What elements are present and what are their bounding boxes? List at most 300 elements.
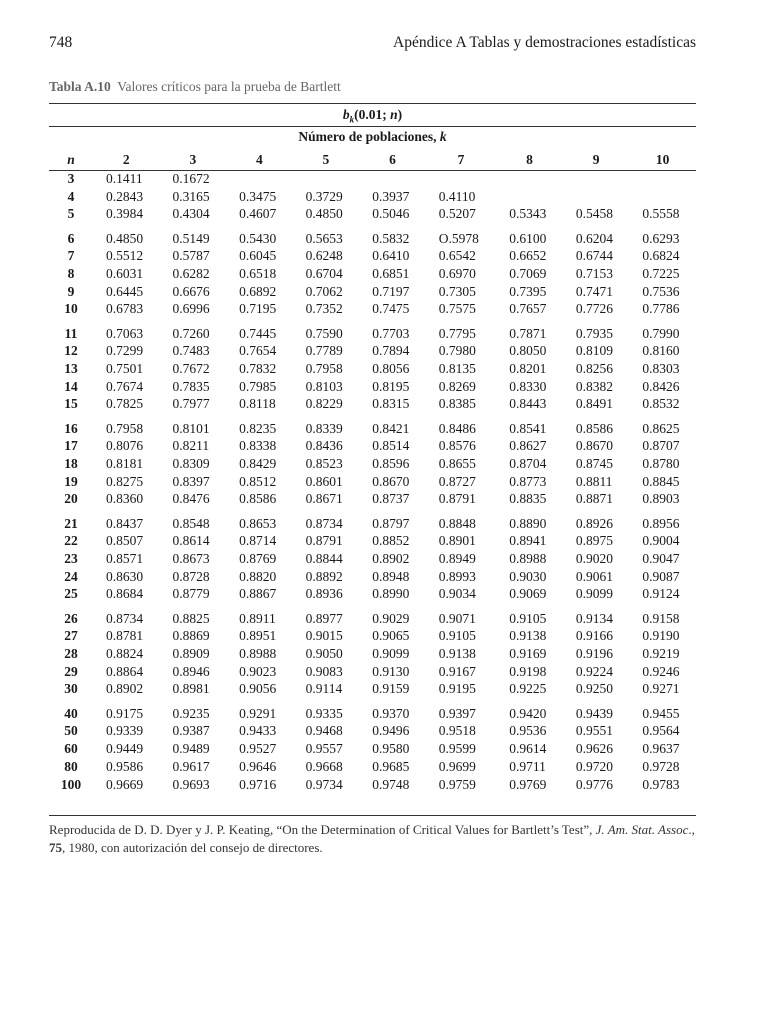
table-row [49,205,696,223]
table-cell: 0.7825 [106,396,144,412]
table-row [49,265,696,283]
table-cell: 0.7483 [172,343,210,359]
table-cell: 0.9335 [305,705,343,721]
table-cell: 0.8902 [106,681,144,697]
table-cell: 0.8532 [642,396,680,412]
table-cell: 0.7958 [305,361,343,377]
table-cell: 0.7352 [305,301,343,317]
table-cell: 0.8118 [239,396,276,412]
column-header-k: 8 [526,152,533,168]
table-row [49,188,696,206]
table-cell: 0.8056 [372,361,410,377]
table-cell: 0.5343 [509,206,547,222]
table-cell: 0.4850 [305,206,343,222]
table-row [49,437,696,455]
table-cell: 0.8339 [305,420,343,436]
table-cell: 0.6851 [372,266,410,282]
table-cell: 0.3475 [239,188,277,204]
table-cell: 0.9130 [372,663,410,679]
table-cell: 0.8385 [438,396,476,412]
row-label-n: 21 [64,515,78,531]
table-cell: 0.8670 [372,473,410,489]
table-cell: 0.8714 [239,533,277,549]
table-cell: 0.3937 [372,188,410,204]
table-cell: 0.7726 [575,301,613,317]
table-row [49,568,696,586]
stat-symbol: b [342,107,350,122]
row-label-n: 18 [64,456,78,472]
table-cell: 0.8211 [172,438,210,454]
table-cell: 0.8835 [509,491,547,507]
row-label-n: 25 [64,586,78,602]
column-header-n: n [67,152,75,168]
table-cell: 0.9536 [509,723,547,739]
row-label-n: 15 [64,396,78,412]
table-cell: 0.8779 [172,586,210,602]
table-cell: 0.8269 [438,378,476,394]
table-cell: 0.6996 [172,301,210,317]
table-cell: 0.9105 [509,610,547,626]
table-cell: 0.9061 [575,568,613,584]
table-cell: 0.8486 [438,420,476,436]
table-caption-label: Tabla A.10 [49,79,111,94]
column-header-k: 10 [655,152,670,168]
table-cell: 0.8781 [106,628,144,644]
table-cell: 0.7225 [642,266,680,282]
table-cell: 0.7299 [106,343,144,359]
table-cell: 0.8867 [239,586,277,602]
column-header-k: 9 [592,152,600,168]
table-cell: 0.8201 [509,361,547,377]
row-label-n: 6 [67,230,75,246]
table-cell [496,188,563,206]
row-label-n: 5 [67,206,75,222]
table-cell: 0.8181 [106,456,144,472]
row-label-n: 80 [64,758,78,774]
table-row [49,705,696,723]
table-row [49,722,696,740]
table-cell: 0.6293 [642,230,680,246]
page-number: 748 [49,34,73,51]
group-heading [49,129,696,145]
table-caption-text: Valores críticos para la prueba de Bartlett [117,79,341,94]
row-label-n: 40 [64,705,78,721]
row-label-n: 27 [64,628,78,644]
table-row [49,758,696,776]
table-cell: 0.8571 [106,551,144,567]
row-label-n: 11 [64,325,78,341]
table-cell: 0.8901 [438,533,476,549]
table-cell: 0.9646 [239,758,277,774]
table-cell: 0.8076 [106,438,144,454]
table-cell: 0.6282 [172,266,210,282]
table-cell: 0.6542 [438,248,476,264]
table-cell: 0.8576 [438,438,476,454]
table-cell: 0.9020 [575,551,613,567]
table-cell: 0.8990 [372,586,410,602]
row-label-n: 19 [64,473,78,489]
table-cell: 0.7536 [642,283,680,299]
table-cell: 0.9527 [239,741,277,757]
table-cell: 0.8655 [438,456,476,472]
table-cell: 0.8625 [642,420,680,436]
table-cell: 0.6824 [642,248,680,264]
table-cell: 0.8256 [575,361,613,377]
table-cell: 0.8507 [106,533,144,549]
table-cell: 0.9198 [509,663,547,679]
table-cell: 0.8443 [509,396,547,412]
table-row [49,395,696,413]
table-cell: 0.9716 [239,776,277,792]
table-cell: 0.9489 [172,741,210,757]
table-cell: 0.9637 [642,741,680,757]
table-cell [226,170,293,188]
table-cell: 0.8670 [575,438,613,454]
table-cell: 0.9668 [305,758,343,774]
table-cell: 0.3165 [172,188,210,204]
table-cell: 0.7471 [575,283,613,299]
table-cell: 0.9114 [305,681,343,697]
table-cell: 0.9711 [509,758,546,774]
table-cell: 0.8791 [305,533,343,549]
table-cell: 0.9099 [372,646,410,662]
table-cell: 0.7990 [642,325,680,341]
table-cell: 0.8848 [438,515,476,531]
table-cell: 0.9617 [172,758,210,774]
table-cell: 0.8811 [575,473,613,489]
table-cell: 0.9224 [575,663,613,679]
table-row [49,645,696,663]
table-cell [496,170,563,188]
table-cell: 0.6100 [509,230,547,246]
table-cell: 0.8103 [305,378,343,394]
table-cell: 0.8892 [305,568,343,584]
table-cell: 0.8977 [305,610,343,626]
table-cell: 0.8988 [239,646,277,662]
table-cell: 0.7260 [172,325,210,341]
table-row [49,680,696,698]
table-cell: 0.9468 [305,723,343,739]
table-cell: 0.9056 [239,681,277,697]
table-cell [629,188,696,206]
table-cell: 0.7977 [172,396,210,412]
table-cell [293,170,360,188]
row-label-n: 100 [60,776,82,792]
table-row [49,360,696,378]
table-cell: 0.9023 [239,663,277,679]
row-label-n: 8 [67,266,75,282]
table-cell: 0.3729 [305,188,343,204]
table-cell: 0.8845 [642,473,680,489]
running-head: Apéndice A Tablas y demostraciones estadísticas [393,34,696,51]
table-cell: 0.8946 [172,663,210,679]
table-row [49,247,696,265]
table-cell: 0.9071 [438,610,476,626]
table-cell: 0.9439 [575,705,613,721]
table-cell: 0.9387 [172,723,210,739]
table-cell: 0.9748 [372,776,410,792]
table-cell: 0.9235 [172,705,210,721]
table-caption [49,79,341,95]
table-row [49,663,696,681]
table-cell: 0.9759 [438,776,476,792]
table-cell [359,170,426,188]
table-cell: 0.7832 [239,361,277,377]
table-row [49,300,696,318]
column-header-row [49,150,696,170]
table-cell: 0.9065 [372,628,410,644]
table-row [49,627,696,645]
table-cell: O.5978 [438,230,479,246]
row-label-n: 14 [64,378,78,394]
table-cell: 0.8956 [642,515,680,531]
table-cell: 0.9083 [305,663,343,679]
table-cell: 0.6744 [575,248,613,264]
table-cell: 0.8421 [372,420,410,436]
table-cell: 0.8109 [575,343,613,359]
table-cell: 0.9734 [305,776,343,792]
table-cell: 0.8745 [575,456,613,472]
table-cell: 0.4607 [239,206,277,222]
table-cell [563,170,630,188]
table-cell: 0.3984 [106,206,144,222]
table-cell: 0.8160 [642,343,680,359]
table-cell: 0.8769 [239,551,277,567]
table-cell: 0.8426 [642,378,680,394]
table-cell: 0.8871 [575,491,613,507]
table-cell: 0.7062 [305,283,343,299]
table-cell: 0.8949 [438,551,476,567]
table-cell: 0.9169 [509,646,547,662]
table-cell: 0.8671 [305,491,343,507]
footnote-volume: 75 [49,840,62,855]
group-label-k: k [439,129,447,144]
table-cell: 0.7445 [239,325,277,341]
table-cell: 0.8135 [438,361,476,377]
table-cell: 0.7395 [509,283,547,299]
table-cell: 0.8737 [372,491,410,507]
table-cell: 0.8941 [509,533,547,549]
table-cell: 0.5832 [372,230,410,246]
table-cell: 0.6783 [106,301,144,317]
table-cell: 0.8429 [239,456,277,472]
table-cell: 0.5558 [642,206,680,222]
table-cell: 0.8101 [172,420,210,436]
column-header-k: 5 [322,152,330,168]
table-row [49,455,696,473]
table-cell: 0.6652 [509,248,547,264]
table-cell: 0.8586 [575,420,613,436]
table-cell: 0.7674 [106,378,144,394]
table-cell: 0.5046 [372,206,410,222]
table-cell: 0.8820 [239,568,277,584]
table-cell: 0.9455 [642,705,680,721]
table-cell: 0.8902 [372,551,410,567]
stat-close: ) [397,107,403,122]
table-cell: 0.9004 [642,533,680,549]
table-cell: 0.8852 [372,533,410,549]
table-cell: 0.8627 [509,438,547,454]
table-cell: 0.8548 [172,515,210,531]
table-cell: 0.6676 [172,283,210,299]
table-cell: 0.9225 [509,681,547,697]
table-cell: 0.8926 [575,515,613,531]
row-label-n: 4 [67,188,75,204]
table-cell: 0.8397 [172,473,210,489]
table-cell [563,188,630,206]
table-cell: 0.7786 [642,301,680,317]
table-cell: 0.5458 [575,206,613,222]
table-cell: 0.8523 [305,456,343,472]
table-cell: 0.9069 [509,586,547,602]
table-cell: 0.8596 [372,456,410,472]
table-cell: 0.9166 [575,628,613,644]
table-cell: 0.8360 [106,491,144,507]
table-cell: 0.8330 [509,378,547,394]
table-cell: 0.9167 [438,663,476,679]
table-cell: 0.8903 [642,491,680,507]
table-cell: 0.6204 [575,230,613,246]
table-cell: 0.7197 [372,283,410,299]
table-cell: 0.8780 [642,456,680,472]
stat-open: (0.01; [354,107,391,122]
table-cell: 0.5787 [172,248,210,264]
table-cell: 0.4304 [172,206,210,222]
table-cell: 0.8382 [575,378,613,394]
table-cell: 0.8993 [438,568,476,584]
table-cell: 0.9159 [372,681,410,697]
table-cell: 0.9105 [438,628,476,644]
table-cell: 0.8601 [305,473,343,489]
table-cell: 0.8630 [106,568,144,584]
table-cell: 0.8791 [438,491,476,507]
table-cell: 0.2843 [106,188,144,204]
table-cell: 0.8235 [239,420,277,436]
table-cell: 0.9397 [438,705,476,721]
table-cell: 0.8514 [372,438,410,454]
table-cell: 0.9196 [575,646,613,662]
stat-subscript: k [349,114,355,125]
table-cell: 0.9339 [106,723,144,739]
table-cell: 0.9087 [642,568,680,584]
table-cell: 0.7501 [106,361,144,377]
row-label-n: 23 [64,551,78,567]
table-row [49,420,696,438]
footnote-rest: , 1980, con autorización del consejo de directores. [62,840,323,855]
table-cell: 0.8684 [106,586,144,602]
table-cell: 0.9138 [509,628,547,644]
table-cell: 0.7672 [172,361,210,377]
table-cell: 0.9669 [106,776,144,792]
row-label-n: 22 [64,533,78,549]
table-cell: 0.9246 [642,663,680,679]
table-cell: 0.9291 [239,705,277,721]
table-row [49,342,696,360]
table-cell: 0.9420 [509,705,547,721]
table-cell: 0.7980 [438,343,476,359]
table-cell: 0.8728 [172,568,210,584]
table-cell: 0.9496 [372,723,410,739]
table-cell: 0.6970 [438,266,476,282]
table-cell: 0.8303 [642,361,680,377]
table-cell: 0.9138 [438,646,476,662]
table-cell: 0.9029 [372,610,410,626]
row-label-n: 16 [64,420,78,436]
row-label-n: 60 [64,741,78,757]
table-cell: 0.5653 [305,230,343,246]
table-cell: 0.9720 [575,758,613,774]
column-header-k: 7 [457,152,465,168]
table-cell: 0.9370 [372,705,410,721]
row-label-n: 12 [64,343,78,359]
table-row [49,776,696,794]
table-cell: 0.9564 [642,723,680,739]
table-cell: 0.7958 [106,420,144,436]
table-cell [629,170,696,188]
table-cell: 0.8909 [172,646,210,662]
table-cell: 0.7985 [239,378,277,394]
footnote-journal: J. Am. Stat. Assoc [595,822,689,837]
column-header-k: 3 [189,152,197,168]
table-cell: 0.7795 [438,325,476,341]
table-row [49,170,696,188]
column-header-k: 2 [122,152,130,168]
table-cell: 0.8195 [372,378,410,394]
table-cell: 0.9728 [642,758,680,774]
table-cell: 0.9047 [642,551,680,567]
table-cell: 0.9449 [106,741,144,757]
table-cell: 0.8512 [239,473,277,489]
table-cell: 0.9124 [642,586,680,602]
table-cell: 0.7894 [372,343,410,359]
table-cell: 0.8869 [172,628,210,644]
table-cell: 0.7789 [305,343,343,359]
table-row [49,740,696,758]
table-cell: 0.8797 [372,515,410,531]
table-cell: 0.8704 [509,456,547,472]
table-cell: 0.9433 [239,723,277,739]
table-cell: 0.9050 [305,646,343,662]
row-label-n: 7 [67,248,75,264]
table-cell: 0.1672 [172,171,210,186]
table-top-rule [49,103,696,104]
table-cell: 0.9769 [509,776,547,792]
table-cell: 0.8491 [575,396,613,412]
table-cell: 0.8541 [509,420,547,436]
table-cell: 0.8707 [642,438,680,454]
table-cell: 0.8673 [172,551,210,567]
table-cell: 0.8275 [106,473,144,489]
table-cell: 0.7871 [509,325,547,341]
table-cell: 0.7305 [438,283,476,299]
table-cell: 0.7069 [509,266,547,282]
table-cell: 0.7590 [305,325,343,341]
table-cell: 0.8864 [106,663,144,679]
table-row [49,473,696,491]
table-cell: 0.9015 [305,628,343,644]
table-row [49,283,696,301]
table-row [49,230,696,248]
table-cell: 0.9551 [575,723,613,739]
table-cell [426,170,497,188]
table-cell: 0.9693 [172,776,210,792]
table-cell: 0.6704 [305,266,343,282]
table-cell: 0.8229 [305,396,343,412]
table-cell: 0.8988 [509,551,547,567]
row-label-n: 29 [64,663,78,679]
table-cell: 0.5149 [172,230,210,246]
source-footnote [49,821,699,857]
